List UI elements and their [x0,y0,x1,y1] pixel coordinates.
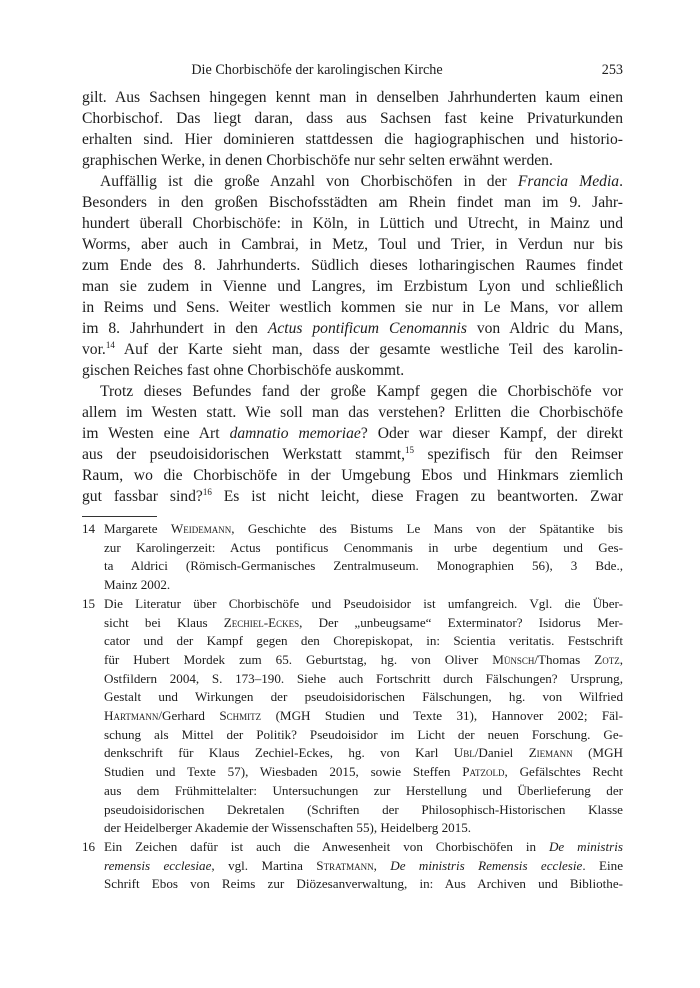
footnote-line [104,632,623,651]
text-line [82,213,623,234]
text-run: , Der „unbeugsame“ Exterminator? Isidorus Mer- [299,614,623,630]
text-run: hundert überall Chorbischöfe: in Köln, in Lüttich und Utrecht, in Mainz und [82,215,623,232]
text-line [82,381,623,402]
text-run: erhalten sind. Hier dominieren stattdessen die hagiographischen und historio- [82,131,623,148]
footnote-number: 14 [82,521,96,536]
text-run: . [619,173,623,190]
text-run: cator und der Kampf gegen den Chorepiskopat, in: Scientia veritatis. Festschrift [104,633,623,649]
italic-text: De ministris Remensis ecclesie [390,857,583,873]
text-run: zum Ende des 8. Jahrhunderts. Südlich dieses lotharingischen Raumes findet [82,257,623,274]
text-run: in Reims und Sens. Weiter westlich kommen sie nur in Le Mans, vor allem [82,299,623,316]
text-line [82,297,623,318]
text-run: , Gefälschtes Recht [504,764,623,780]
author-name: Ziemann [528,745,573,761]
text-run: gischen Reiches fast ohne Chorbischöfe auskommt. [82,362,405,379]
text-run: pseudoisidorischen Dekretalen (Schriften der Philosophisch-Historischen Klasse [104,801,623,817]
footnote-line [104,875,623,894]
footnote-16 [82,838,623,894]
text-run: denkschrift für Klaus Zechiel-Eckes, hg. von Karl [104,745,454,761]
text-run: allem im Westen statt. Wie soll man das verstehen? Erlitten die Chorbischöfe [82,404,623,421]
text-run: für Hubert Mordek zum 65. Geburtstag, hg. von Oliver [104,651,493,667]
text-run: (MGH [572,745,623,761]
author-name: Patzold [462,764,505,780]
paragraph [82,381,623,507]
running-head [82,60,623,80]
footnote-line [104,520,623,539]
text-run: schung als Mittel der Politik? Pseudoisidor im Licht der neuen Forschung. Ge- [104,726,623,742]
author-name: Weidemann [170,521,232,536]
footnote-line [104,670,623,689]
footnote-line [104,763,623,782]
text-run: gilt. Aus Sachsen hingegen kennt man in denselben Jahrhunderten kaum einen [82,89,623,106]
footnote-line [104,595,623,614]
text-run: im Westen eine Art [82,425,230,442]
text-line [82,423,623,444]
text-run: . Eine [582,857,624,873]
text-run: , [619,651,623,667]
text-run: vor. [82,341,106,358]
text-run: gut fassbar sind? [82,488,203,505]
footnote-line [104,539,623,558]
footnote-number: 16 [82,838,96,854]
text-run: zur Karolingerzeit: Actus pontificus Cenommanis in urbe degentium und Ges- [104,539,623,555]
footnote-line [104,782,623,801]
footnote-line [104,688,623,707]
footnote-line [104,857,623,876]
text-run: aus dem Frühmittelalter: Untersuchungen zur Herstellung und Überlieferung der [104,782,623,798]
footnote-line [104,819,623,838]
text-run: man sie zudem in Vienne und Langres, im Erzbistum Lyon und schließlich [82,278,623,295]
text-run: (MGH Studien und Texte 31), Hannover 2002; Fäl- [261,708,623,724]
footnote-separator [82,516,157,517]
footnote-15 [82,595,623,838]
text-run: Die Literatur über Chorbischöfe und Pseudoisidor ist umfangreich. Vgl. die Über- [104,595,623,611]
footnote-line [104,576,623,595]
paragraph [82,87,623,171]
footnotes [82,520,623,894]
text-line [82,150,623,171]
text-run: aus der pseudoisidorischen Werkstatt stammt, [82,446,406,463]
text-line [82,171,623,192]
text-run: ta Aldrici (Römisch-Germanisches Zentralmuseum. Monographien 56), 3 Bde., [104,558,623,574]
text-line [82,192,623,213]
author-name: Münsch [492,651,535,667]
footnote-line [104,726,623,745]
text-line [82,339,623,360]
text-run: Auffällig ist die große Anzahl von Chorbischöfen in der [100,173,518,190]
text-line [82,360,623,381]
author-name: Hartmann [104,708,159,724]
footnote-ref[interactable]: 16 [202,486,212,497]
italic-text: damnatio memoriae [229,425,361,442]
text-run: graphischen Werke, in denen Chorbischöfe nur sehr selten erwähnt werden. [82,152,553,169]
text-line [82,486,623,507]
paragraph [82,171,623,381]
footnote-ref[interactable]: 15 [405,444,415,455]
text-run: Gestalt und Wirkungen der pseudoisidorischen Fälschungen, hg. von Wilfried [104,689,623,705]
main-text [82,87,623,507]
text-run: Margarete [104,521,171,536]
author-name: Schmitz [219,708,262,724]
text-run: Schrift Ebos von Reims zur Diözesanverwaltung, in: Aus Archiven und Bibliothe- [104,876,623,892]
text-line [82,465,623,486]
author-name: Ubl [453,745,475,761]
footnote-line [104,557,623,576]
text-run: im 8. Jahrhundert in den [82,320,268,337]
footnote-line [104,707,623,726]
text-run: /Gerhard [158,708,220,724]
text-run: Besonders in den großen Bischofsstädten am Rhein findet man im 9. Jahr- [82,194,623,211]
text-line [82,444,623,465]
text-run: ? Oder war dieser Kampf, der direkt [360,425,623,442]
footnote-line [104,651,623,670]
text-run: /Daniel [474,745,529,761]
italic-text: De ministris [548,838,623,854]
running-head-title: Die Chorbischöfe der karolingischen Kirche [191,62,443,78]
page-number: 253 [601,62,623,78]
text-run: Auf der Karte sieht man, dass der gesamte westliche Teil des karolin- [114,341,623,358]
text-run: Worms, aber auch in Cambrai, in Metz, Toul und Trier, in Verdun nur bis [82,236,623,253]
text-line [82,402,623,423]
text-run: Trotz dieses Befundes fand der große Kampf gegen die Chorbischöfe vor [100,383,623,400]
text-run: , Geschichte des Bistums Le Mans von der Spätantike bis [231,521,623,536]
text-run: Ein Zeichen dafür ist auch die Anwesenheit von Chorbischöfen in [104,838,549,854]
text-line [82,234,623,255]
text-run: /Thomas [534,651,595,667]
footnote-line [104,838,623,857]
italic-text: remensis ecclesiae [104,857,212,873]
footnote-number: 15 [82,595,96,611]
footnote-line [104,744,623,763]
text-line [82,318,623,339]
italic-text: Actus pontificum Cenomannis [267,320,467,337]
italic-text: Francia Media [517,173,620,190]
author-name: Zotz [594,651,620,667]
text-run: der Heidelberger Akademie der Wissenschaften 55), Heidelberg 2015. [104,820,472,836]
text-run: Ostfildern 2004, S. 173–190. Siehe auch Fortschritt durch Fälschungen? Ursprung, [104,670,623,686]
footnote-14 [82,520,623,595]
author-name: Zechiel-Eckes [223,614,300,630]
footnote-line [104,801,623,820]
text-run: , [373,857,391,873]
text-run: Raum, wo die Chorbischöfe in der Umgebung Ebos und Hinkmars ziemlich [82,467,623,484]
text-line [82,87,623,108]
text-line [82,108,623,129]
text-run: Mainz 2002. [104,577,171,593]
footnote-line [104,614,623,633]
text-line [82,129,623,150]
text-run: Chorbischof. Das liegt daran, dass aus Sachsen fast keine Privaturkunden [82,110,623,127]
text-line [82,255,623,276]
text-line [82,276,623,297]
text-run: , vgl. Martina [211,857,317,873]
text-run: Es ist nicht leicht, diese Fragen zu beantworten. Zwar [211,488,623,505]
author-name: Stratmann [316,857,374,873]
text-run: Studien und Texte 57), Wiesbaden 2015, sowie Steffen [104,764,463,780]
footnote-ref[interactable]: 14 [105,339,115,350]
text-run: sicht bei Klaus [104,614,224,630]
text-run: spezifisch für den Reimser [414,446,623,463]
text-run: von Aldric du Mans, [466,320,623,337]
